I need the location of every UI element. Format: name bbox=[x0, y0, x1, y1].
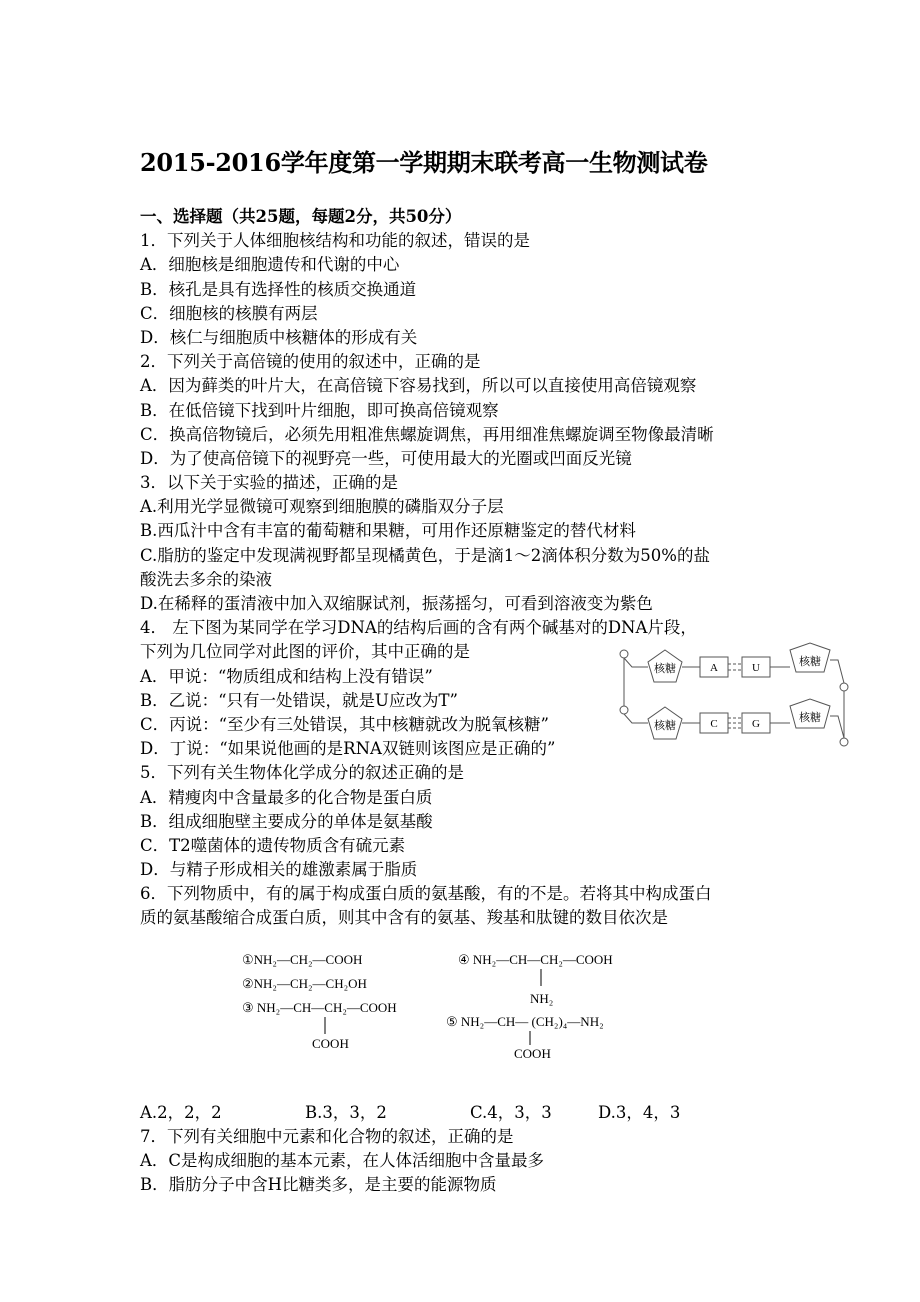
formula-1: ①NH₂—CH₂—COOH bbox=[242, 952, 363, 967]
option-continuation: 酸洗去多余的染液 bbox=[140, 569, 272, 589]
option: C．丙说：“至少有三处错误，其中核糖就改为脱氧核糖” bbox=[140, 714, 549, 734]
option: D．丁说：“如果说他画的是RNA双链则该图应是正确的” bbox=[140, 739, 556, 759]
formula-5: ⑤ NH₂—CH— (CH₂)₄—NH₂ bbox=[446, 1014, 604, 1029]
option: B．脂肪分子中含H比糖类多，是主要的能源物质 bbox=[140, 1175, 497, 1195]
base-label: A bbox=[710, 662, 718, 674]
formula-5-branch: COOH bbox=[514, 1046, 551, 1060]
option: A．细胞核是细胞遗传和代谢的中心 bbox=[140, 255, 400, 275]
dna-diagram bbox=[612, 640, 894, 760]
question-3-stem: 3．以下关于实验的描述，正确的是 bbox=[140, 473, 398, 493]
option: A.2，2，2 bbox=[140, 1102, 222, 1122]
sugar-label: 核糖 bbox=[799, 712, 821, 724]
option: D．与精子形成相关的雄激素属于脂质 bbox=[140, 860, 418, 880]
option: D.在稀释的蛋清液中加入双缩脲试剂，振荡摇匀，可看到溶液变为紫色 bbox=[140, 594, 653, 613]
sugar-label: 核糖 bbox=[654, 663, 676, 675]
option: B.3，3，2 bbox=[305, 1102, 387, 1122]
option: B．组成细胞壁主要成分的单体是氨基酸 bbox=[140, 811, 433, 831]
option: D．核仁与细胞质中核糖体的形成有关 bbox=[140, 327, 418, 347]
formula-2: ②NH₂—CH₂—CH₂OH bbox=[242, 976, 367, 991]
question-1-stem: 1．下列关于人体细胞核结构和功能的叙述，错误的是 bbox=[140, 231, 530, 251]
page-title: 2015-2016学年度第一学期期末联考高一生物测试卷 bbox=[140, 148, 708, 177]
option: B．核孔是具有选择性的核质交换通道 bbox=[140, 279, 417, 299]
option: A.利用光学显微镜可观察到细胞膜的磷脂双分子层 bbox=[140, 497, 504, 517]
option: B．在低倍镜下找到叶片细胞，即可换高倍镜观察 bbox=[140, 400, 499, 420]
option: C．T2噬菌体的遗传物质含有硫元素 bbox=[140, 835, 406, 855]
option: A．精瘦肉中含量最多的化合物是蛋白质 bbox=[140, 787, 433, 807]
option: B.西瓜汁中含有丰富的葡萄糖和果糖，可用作还原糖鉴定的替代材料 bbox=[140, 521, 636, 541]
option: A．甲说：“物质组成和结构上没有错误” bbox=[140, 666, 433, 686]
option: B．乙说：“只有一处错误，就是U应改为T” bbox=[140, 690, 458, 710]
question-4-stem-cont: 下列为几位同学对此图的评价，其中正确的是 bbox=[140, 642, 470, 662]
option: A．因为藓类的叶片大，在高倍镜下容易找到，所以可以直接使用高倍镜观察 bbox=[140, 376, 697, 396]
option: D.3，4，3 bbox=[598, 1102, 681, 1122]
option: C．换高倍物镜后，必须先用粗准焦螺旋调焦，再用细准焦螺旋调至物像最清晰 bbox=[140, 424, 714, 444]
base-label: U bbox=[752, 662, 760, 674]
question-6-stem-cont: 质的氨基酸缩合成蛋白质，则其中含有的氨基、羧基和肽键的数目依次是 bbox=[140, 908, 668, 928]
option: C.脂肪的鉴定中发现满视野都呈现橘黄色，于是滴1～2滴体积分数为50%的盐 bbox=[140, 545, 710, 565]
option: D．为了使高倍镜下的视野亮一些，可使用最大的光圈或凹面反光镜 bbox=[140, 448, 632, 468]
base-label: C bbox=[710, 718, 718, 730]
formula-3-branch: COOH bbox=[312, 1036, 349, 1051]
sugar-label: 核糖 bbox=[799, 656, 821, 668]
formula-4-branch: NH₂ bbox=[530, 991, 554, 1006]
question-5-stem: 5．下列有关生物体化学成分的叙述正确的是 bbox=[140, 763, 464, 783]
sugar-label: 核糖 bbox=[654, 720, 676, 732]
question-6-options bbox=[140, 1101, 714, 1125]
amino-acid-formulas bbox=[236, 944, 666, 1060]
question-6-stem: 6．下列物质中，有的属于构成蛋白质的氨基酸，有的不是。若将其中构成蛋白 bbox=[140, 884, 712, 904]
question-4-stem: 4． 左下图为某同学在学习DNA的结构后画的含有两个碱基对的DNA片段， bbox=[140, 618, 697, 638]
base-label: G bbox=[752, 718, 760, 730]
formula-3: ③ NH₂—CH—CH₂—COOH bbox=[242, 1000, 397, 1015]
option: A．C是构成细胞的基本元素，在人体活细胞中含量最多 bbox=[140, 1151, 545, 1170]
question-2-stem: 2．下列关于高倍镜的使用的叙述中，正确的是 bbox=[140, 352, 481, 372]
option: C.4，3，3 bbox=[470, 1102, 552, 1122]
option: C．细胞核的核膜有两层 bbox=[140, 303, 318, 323]
formula-4: ④ NH₂—CH—CH₂—COOH bbox=[458, 952, 613, 967]
section-heading: 一、选择题（共25题，每题2分，共50分） bbox=[140, 207, 462, 226]
question-7-stem: 7．下列有关细胞中元素和化合物的叙述，正确的是 bbox=[140, 1126, 514, 1146]
